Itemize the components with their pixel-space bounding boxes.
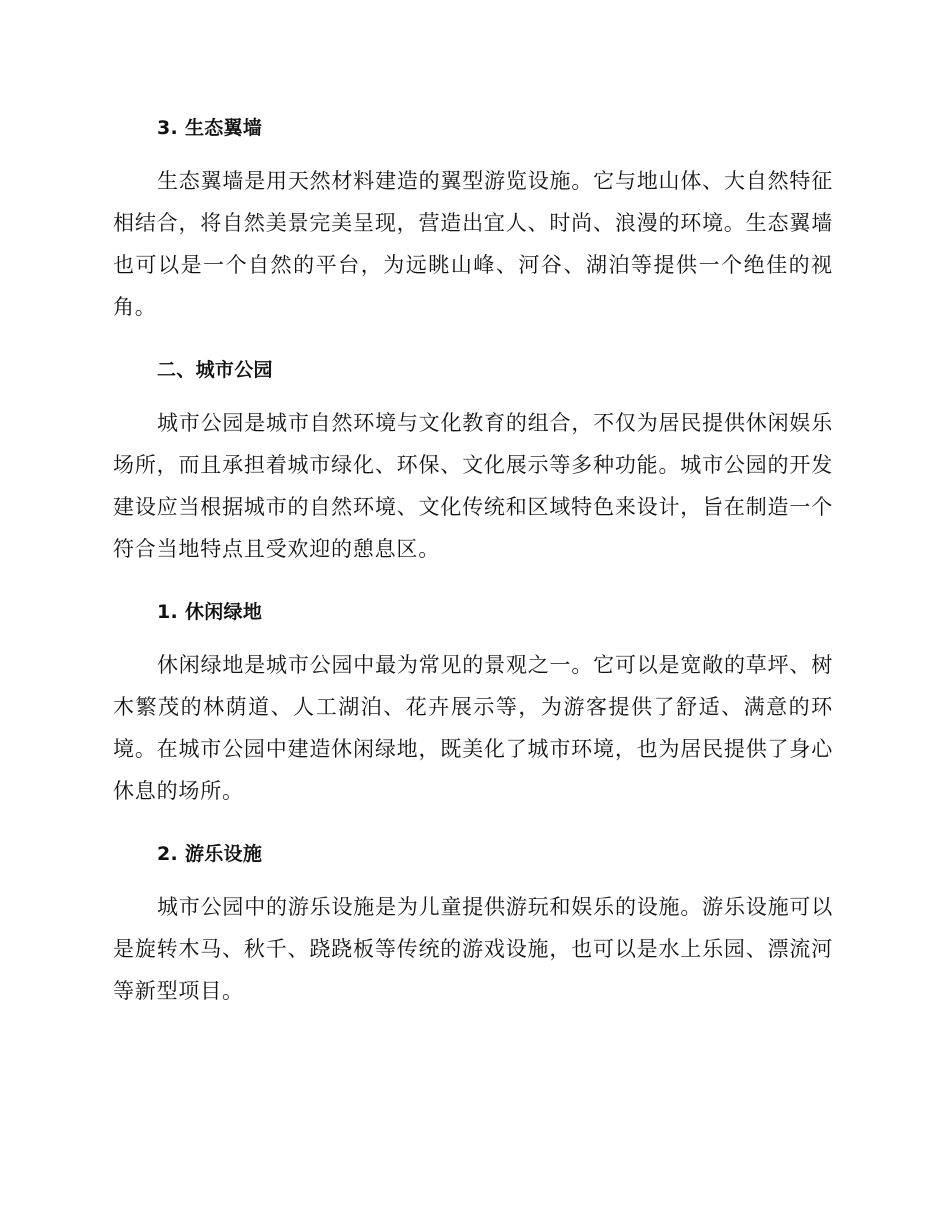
section-heading-city-park: 二、城市公园 [157, 359, 273, 381]
paragraph-eco-wing-wall: 生态翼墙是用天然材料建造的翼型游览设施。它与地山体、大自然特征相结合，将自然美景完美呈现，营造出宜人、时尚、浪漫的环境。生态翼墙也可以是一个自然的平台，为远眺山峰、河谷、湖泊等提供一个绝佳的视角。 [113, 169, 833, 319]
section-heading-leisure-green: 1. 休闲绿地 [157, 601, 263, 623]
document-body [113, 108, 833, 1028]
section-heading-eco-wing-wall: 3. 生态翼墙 [157, 117, 263, 139]
paragraph-city-park: 城市公园是城市自然环境与文化教育的组合，不仅为居民提供休闲娱乐场所，而且承担着城市绿化、环保、文化展示等多种功能。城市公园的开发建设应当根据城市的自然环境、文化传统和区域特色来设计，旨在制造一个符合当地特点且受欢迎的憩息区。 [113, 411, 833, 561]
paragraph-leisure-green: 休闲绿地是城市公园中最为常见的景观之一。它可以是宽敞的草坪、树木繁茂的林荫道、人工湖泊、花卉展示等，为游客提供了舒适、满意的环境。在城市公园中建造休闲绿地，既美化了城市环境，也为居民提供了身心休息的场所。 [113, 653, 833, 803]
paragraph-amusement: 城市公园中的游乐设施是为儿童提供游玩和娱乐的设施。游乐设施可以是旋转木马、秋千、跷跷板等传统的游戏设施，也可以是水上乐园、漂流河等新型项目。 [113, 895, 833, 1003]
section-heading-amusement: 2. 游乐设施 [157, 843, 263, 865]
